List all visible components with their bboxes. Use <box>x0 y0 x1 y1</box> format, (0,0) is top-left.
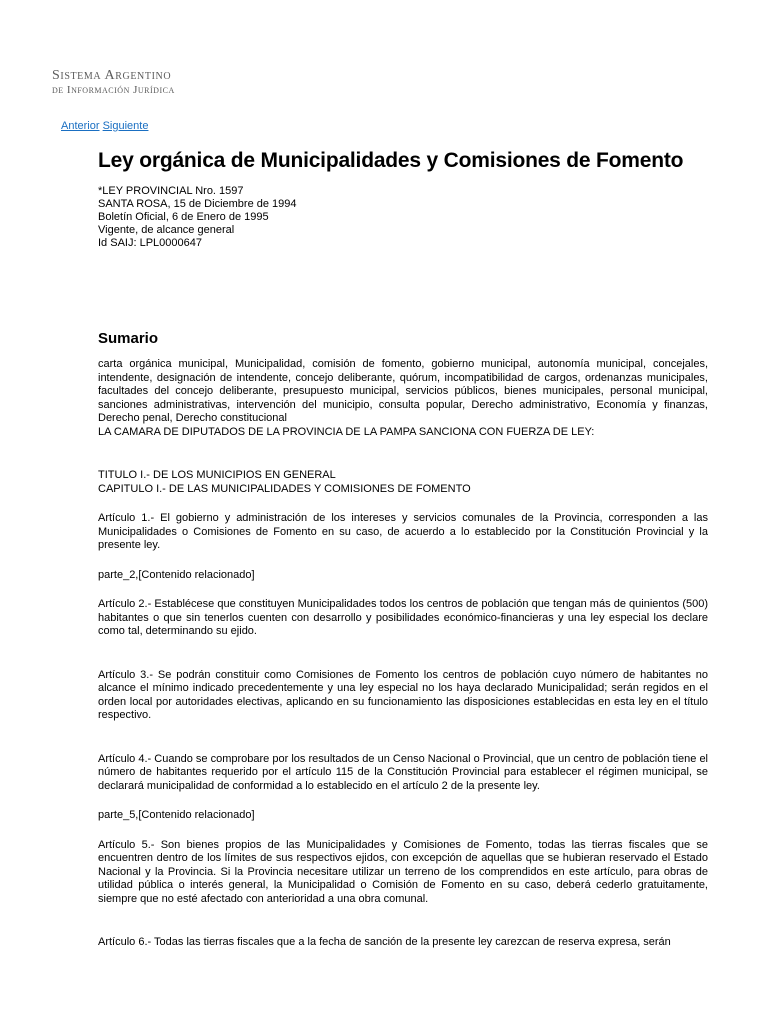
law-metadata <box>98 185 708 250</box>
bulletin-date: Boletín Oficial, 6 de Enero de 1995 <box>98 211 269 223</box>
saij-id: Id SAIJ: LPL0000647 <box>98 237 202 249</box>
related-content-5[interactable]: parte_5,[Contenido relacionado] <box>98 809 255 821</box>
titulo-heading: TITULO I.- DE LOS MUNICIPIOS EN GENERAL <box>98 469 336 481</box>
sumario-heading: Sumario <box>98 330 159 347</box>
pagination-nav <box>61 120 148 132</box>
article-5: Artículo 5.- Son bienes propios de las Municipalidades y Comisiones de Fomento, todas las tierras fiscales que se encuentren dentro de los límites de sus respectivos ejidos, con excepción de aquellas que se hubieran reservado el Estado Nacional y la Provincia. Si la Provincia necesitare utilizar un terreno de los comprendidos en este artículo, para obras de utilidad pública o interés general, la Municipalidad o Comisión de Fomento en su caso, deberá cederlo gratuitamente, siempre que no esté afectado con anterioridad a una obra comunal. <box>98 838 708 905</box>
sumario-text: carta orgánica municipal, Municipalidad, comisión de fomento, gobierno municipal, autonomía municipal, concejales, intendente, designación de intendente, concejo deliberante, quórum, incompatibilidad de cargos, ordenanzas municipales, facultades del concejo deliberante, presupuesto municipal, servicios públicos, bienes municipales, personal municipal, sanciones administrativas, intervención del municipio, consulta popular, Derecho administrativo, Economía y finanzas, Derecho penal, Derecho constitucional <box>98 358 708 424</box>
law-date: SANTA ROSA, 15 de Diciembre de 1994 <box>98 198 297 210</box>
sanciona-text: LA CAMARA DE DIPUTADOS DE LA PROVINCIA DE LA PAMPA SANCIONA CON FUERZA DE LEY: <box>98 425 595 438</box>
previous-link[interactable]: Anterior <box>61 120 100 132</box>
article-6: Artículo 6.- Todas las tierras fiscales que a la fecha de sanción de la presente ley carezcan de reserva expresa, serán <box>98 936 671 948</box>
logo-line-2: de Información Jurídica <box>52 84 175 96</box>
law-number: *LEY PROVINCIAL Nro. 1597 <box>98 185 244 197</box>
article-2: Artículo 2.- Establécese que constituyen Municipalidades todos los centros de población que tengan más de quinientos (500) habitantes o que sin tenerlos cuenten con desarrollo y posibilidades económico-financieras y una ley especial los declare como tal, determinando su ejido. <box>98 598 708 637</box>
law-status: Vigente, de alcance general <box>98 224 235 236</box>
site-logo <box>52 69 175 96</box>
capitulo-heading: CAPITULO I.- DE LAS MUNICIPALIDADES Y COMISIONES DE FOMENTO <box>98 482 471 495</box>
document-body <box>98 148 708 950</box>
page-title: Ley orgánica de Municipalidades y Comisiones de Fomento <box>98 149 684 172</box>
article-1: Artículo 1.- El gobierno y administración de los intereses y servicios comunales de la Provincia, corresponden a las Municipalidades o Comisiones de Fomento en su caso, de acuerdo a lo establecido por la Constitución Provincial y la presente ley. <box>98 512 708 551</box>
logo-line-1: Sistema Argentino <box>52 68 172 83</box>
article-4: Artículo 4.- Cuando se comprobare por los resultados de un Censo Nacional o Provincial, que un centro de población tiene el número de habitantes requerido por el artículo 115 de la Constitución Provincial para establecer el régimen municipal, se declarará municipalidad de conformidad a lo establecido en el artículo 2 de la presente ley. <box>98 752 708 792</box>
related-content-2[interactable]: parte_2,[Contenido relacionado] <box>98 568 255 581</box>
next-link[interactable]: Siguiente <box>102 120 149 132</box>
article-3: Artículo 3.- Se podrán constituir como Comisiones de Fomento los centros de población cuyo número de habitantes no alcance el mínimo indicado precedentemente y una ley especial no los haya declarado Municipalidad; serán regidos en el orden local por autoridades electivas, aplicando en su funcionamiento las disposiciones establecidas en esta ley en el título respectivo. <box>98 668 708 721</box>
